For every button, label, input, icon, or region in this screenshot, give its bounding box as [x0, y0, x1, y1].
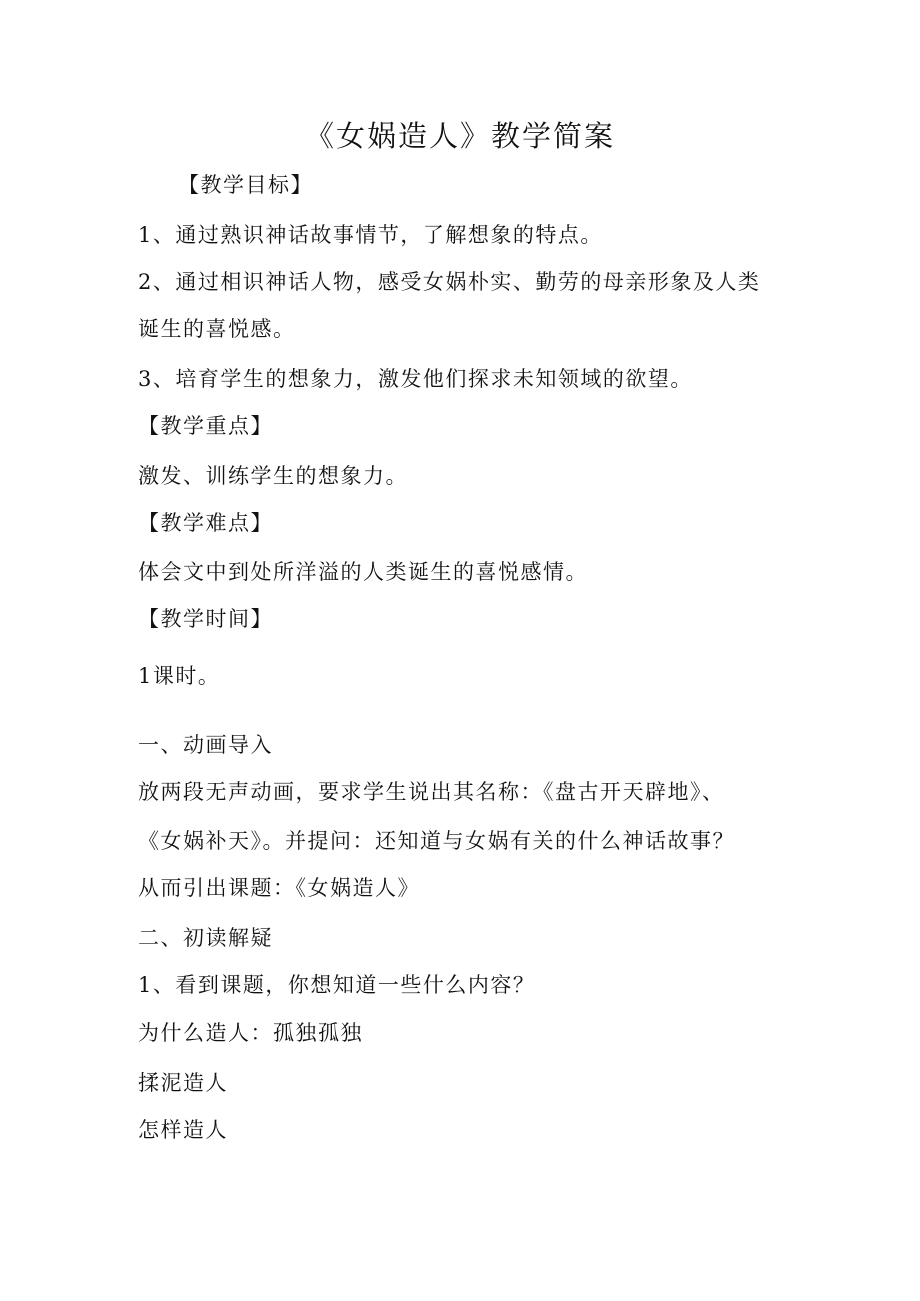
section-heading-key-points: 【教学重点】 — [138, 414, 273, 438]
section-heading-time: 【教学时间】 — [138, 607, 273, 631]
step-2-item-why: 为什么造人：孤独孤独 — [138, 1021, 363, 1045]
step-2-item-how: 怎样造人 — [138, 1118, 228, 1142]
key-points-text: 激发、训练学生的想象力。 — [138, 464, 408, 488]
section-heading-difficulties: 【教学难点】 — [138, 511, 273, 535]
objective-3: 3、培育学生的想象力，激发他们探求未知领域的欲望。 — [138, 367, 693, 391]
objective-2: 2、通过相识神话人物，感受女娲朴实、勤劳的母亲形象及人类 — [138, 270, 761, 294]
step-2-heading: 二、初读解疑 — [138, 926, 273, 950]
step-1-text-continued: 《女娲补天》。并提问：还知道与女娲有关的什么神话故事？ — [138, 829, 735, 853]
step-2-item-knead: 揉泥造人 — [138, 1071, 228, 1095]
step-2-question: 1、看到课题，你想知道一些什么内容？ — [138, 973, 536, 997]
section-heading-objectives: 【教学目标】 — [178, 173, 313, 197]
objective-2-continued: 诞生的喜悦感。 — [138, 317, 296, 341]
document-title: 《女娲造人》教学简案 — [304, 119, 615, 153]
time-text: 1课时。 — [138, 664, 221, 688]
difficulties-text: 体会文中到处所洋溢的人类诞生的喜悦感情。 — [138, 560, 588, 584]
step-1-topic: 从而引出课题：《女娲造人》 — [138, 876, 420, 900]
step-1-heading: 一、动画导入 — [138, 733, 273, 757]
objective-1: 1、通过熟识神话故事情节，了解想象的特点。 — [138, 223, 603, 247]
step-1-text: 放两段无声动画，要求学生说出其名称：《盘古开天辟地》、 — [138, 780, 725, 804]
